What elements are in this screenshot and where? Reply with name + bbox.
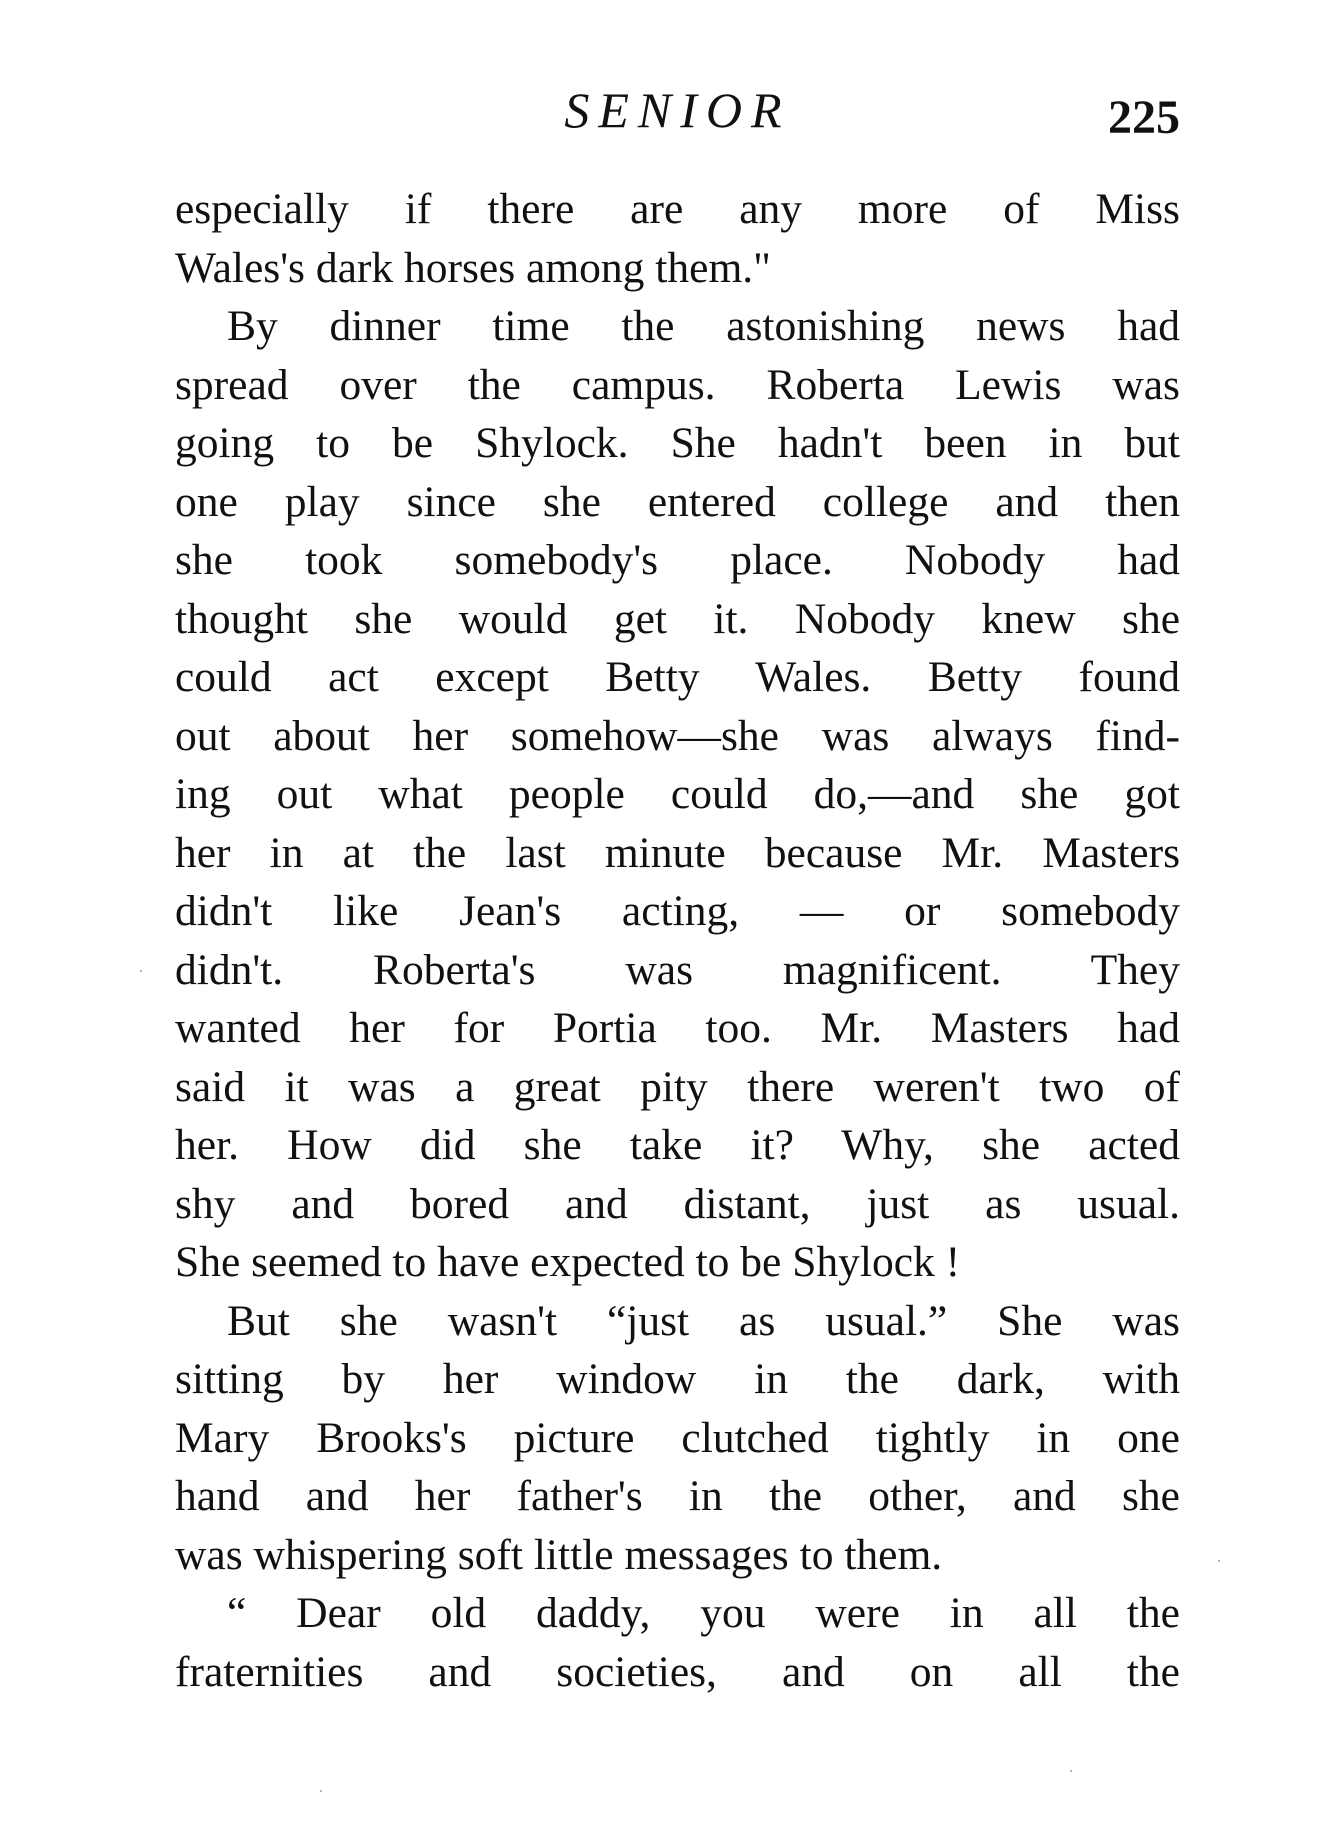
paper-speck	[320, 1790, 322, 1792]
paragraph-start-line: But she wasn't “just as usual.” She was	[227, 1296, 1180, 1345]
text-line: especially if there are any more of Miss	[175, 185, 1180, 233]
running-head	[175, 78, 1180, 148]
text-line: her in at the last minute because Mr. Masters	[175, 828, 1180, 877]
text-line: fraternities and societies, and on all the	[175, 1647, 1180, 1696]
paper-speck	[1218, 1560, 1220, 1562]
paper-speck	[1070, 1770, 1072, 1772]
text-line: wanted her for Portia too. Mr. Masters had	[175, 1004, 1180, 1052]
text-line: didn't like Jean's acting, — or somebody	[175, 887, 1180, 935]
text-line: one play since she entered college and then	[175, 477, 1180, 526]
text-line: her. How did she take it? Why, she acted	[175, 1121, 1180, 1169]
text-line: She seemed to have expected to be Shylock !	[175, 1238, 961, 1286]
text-line: thought she would get it. Nobody knew she	[175, 594, 1180, 643]
paragraph-start-line: “ Dear old daddy, you were in all the	[227, 1589, 1180, 1637]
running-title: SENIOR	[564, 82, 791, 138]
text-line: out about her somehow—she was always find-	[175, 711, 1180, 760]
text-line: said it was a great pity there weren't two of	[175, 1062, 1180, 1111]
text-line: ing out what people could do,—and she got	[175, 770, 1180, 818]
text-line: hand and her father's in the other, and she	[175, 1472, 1180, 1520]
text-line: sitting by her window in the dark, with	[175, 1355, 1180, 1403]
page-number: 225	[1108, 91, 1180, 144]
text-line: shy and bored and distant, just as usual.	[175, 1179, 1180, 1228]
paragraph-start-line: By dinner time the astonishing news had	[227, 302, 1180, 350]
text-line: Mary Brooks's picture clutched tightly in one	[175, 1413, 1180, 1462]
text-line: could act except Betty Wales. Betty found	[175, 653, 1180, 701]
paper-speck	[140, 970, 142, 972]
text-line: she took somebody's place. Nobody had	[175, 536, 1180, 584]
text-line: Wales's dark horses among them."	[175, 243, 771, 292]
text-line: was whispering soft little messages to them.	[175, 1530, 943, 1579]
text-line: didn't. Roberta's was magnificent. They	[175, 945, 1180, 994]
text-line: going to be Shylock. She hadn't been in but	[175, 419, 1180, 467]
text-line: spread over the campus. Roberta Lewis was	[175, 360, 1180, 409]
body-text	[175, 180, 1180, 1701]
